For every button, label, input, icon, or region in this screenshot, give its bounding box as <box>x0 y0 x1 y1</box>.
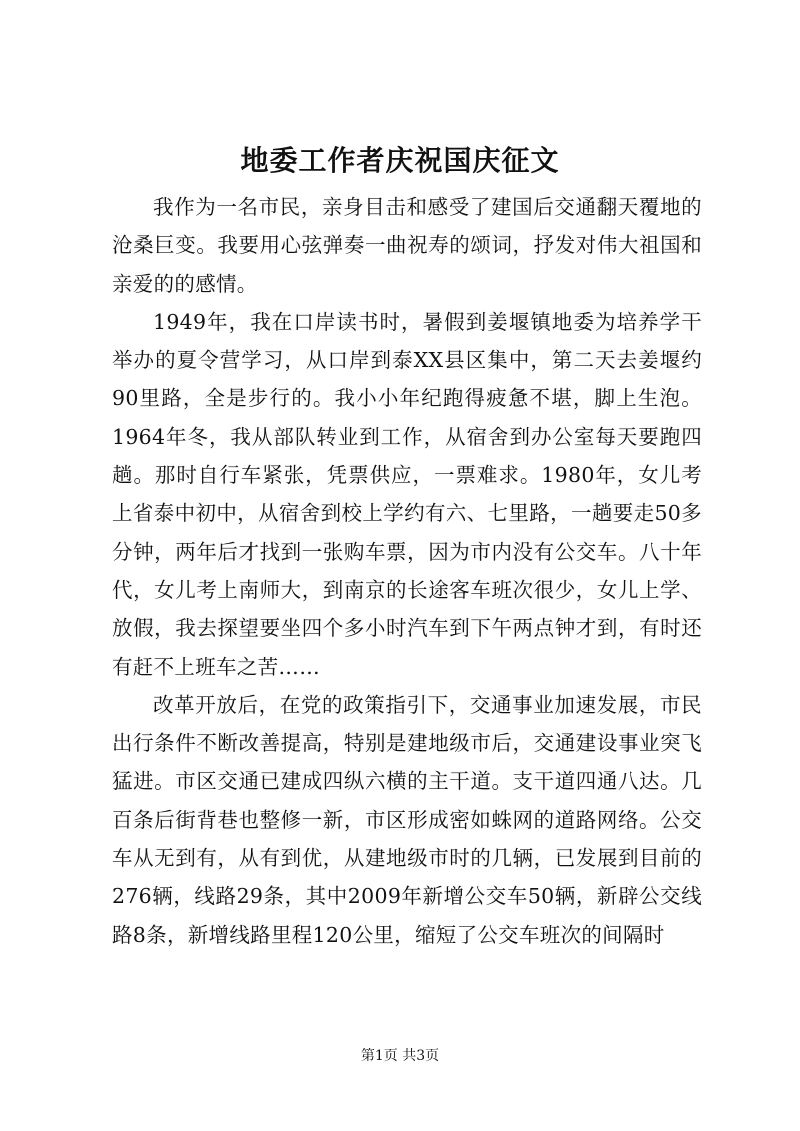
paragraph-3: 改革开放后，在党的政策指引下，交通事业加速发展，市民出行条件不断改善提高，特别是建地级市后，交通建设事业突飞猛进。市区交通已建成四纵六横的主干道。支干道四通八达。几百条后街背巷也整修一新，市区形成密如蛛网的道路网络。公交车从无到有，从有到优，从建地级市时的几辆，已发展到目前的276辆，线路29条，其中2009年新增公交车50辆，新辟公交线路8条，新增线路里程120公里，缩短了公交车班次的间隔时 <box>112 692 702 947</box>
document-body <box>112 188 702 954</box>
page-number-footer: 第1页 共3页 <box>360 1048 440 1064</box>
paragraph-1: 我作为一名市民，亲身目击和感受了建国后交通翻天覆地的沧桑巨变。我要用心弦弹奏一曲祝寿的颂词，抒发对伟大祖国和亲爱的的感情。 <box>112 195 702 296</box>
document-title: 地委工作者庆祝国庆征文 <box>240 144 560 177</box>
paragraph-2: 1949年，我在口岸读书时，暑假到姜堰镇地委为培养学干举办的夏令营学习，从口岸到泰XX县区集中，第二天去姜堰约90里路，全是步行的。我小小年纪跑得疲惫不堪，脚上生泡。1964年冬，我从部队转业到工作，从宿舍到办公室每天要跑四趟。那时自行车紧张，凭票供应，一票难求。1980年，女儿考上省泰中初中，从宿舍到校上学约有六、七里路，一趟要走50多分钟，两年后才找到一张购车票，因为市内没有公交车。八十年代，女儿考上南师大，到南京的长途客车班次很少，女儿上学、放假，我去探望要坐四个多小时汽车到下午两点钟才到，有时还有赶不上班车之苦…… <box>112 309 702 679</box>
